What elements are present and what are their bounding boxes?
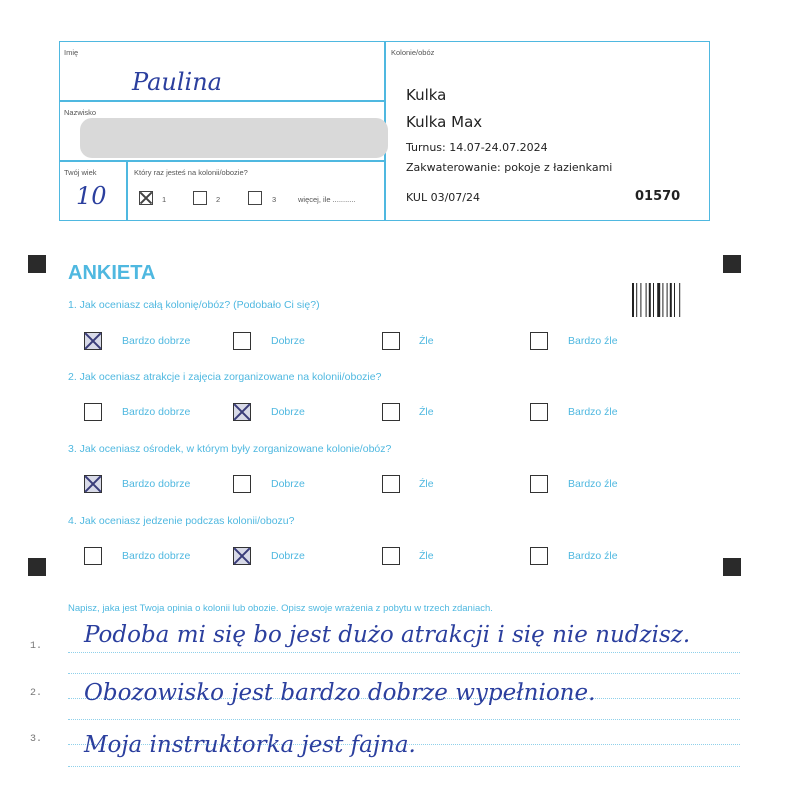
writing-line xyxy=(68,766,740,767)
registration-marker xyxy=(28,558,46,576)
question-1: 1. Jak oceniasz całą kolonię/obóz? (Podobało Ci się?) xyxy=(68,299,320,311)
form-number: 01570 xyxy=(635,189,681,204)
barcode xyxy=(632,283,688,317)
q2-checkbox-bardzo-dobrze[interactable] xyxy=(84,403,102,421)
age-label: Twój wiek xyxy=(64,168,97,177)
option-label: Bardzo dobrze xyxy=(122,335,191,347)
q3-checkbox-bardzo-dobrze[interactable] xyxy=(84,475,102,493)
opinion-sentence-2: Obozowisko jest bardzo dobrze wypełnione. xyxy=(84,680,596,706)
question-3: 3. Jak oceniasz ośrodek, w którym były zorganizowane kolonie/obóz? xyxy=(68,443,392,455)
camp-name: Kulka xyxy=(406,86,447,104)
q4-checkbox-bardzo-zle[interactable] xyxy=(530,547,548,565)
times-option-more: więcej, ile ........... xyxy=(298,195,356,204)
times-checkbox-2[interactable] xyxy=(193,191,207,205)
option-label: Bardzo źle xyxy=(568,335,618,347)
option-label: Źle xyxy=(419,550,434,562)
option-label: Źle xyxy=(419,406,434,418)
turnus: Turnus: 14.07-24.07.2024 xyxy=(406,141,548,154)
redacted-surname xyxy=(80,118,388,158)
q4-checkbox-zle[interactable] xyxy=(382,547,400,565)
opinion-sentence-3: Moja instruktorka jest fajna. xyxy=(84,732,416,758)
times-label: Który raz jesteś na kolonii/obozie? xyxy=(134,168,248,177)
q3-checkbox-dobrze[interactable] xyxy=(233,475,251,493)
registration-marker xyxy=(28,255,46,273)
writing-line xyxy=(68,673,740,674)
surname-label: Nazwisko xyxy=(64,108,97,117)
option-label: Dobrze xyxy=(271,406,305,418)
registration-marker xyxy=(723,255,741,273)
zakwaterowanie: Zakwaterowanie: pokoje z łazienkami xyxy=(406,161,613,174)
writing-line xyxy=(68,719,740,720)
times-option-label: 1 xyxy=(162,195,167,204)
q1-checkbox-bardzo-dobrze[interactable] xyxy=(84,332,102,350)
option-label: Bardzo źle xyxy=(568,406,618,418)
header-divider xyxy=(60,160,384,162)
q1-checkbox-zle[interactable] xyxy=(382,332,400,350)
question-4: 4. Jak oceniasz jedzenie podczas kolonii/obozu? xyxy=(68,515,295,527)
survey-title: ANKIETA xyxy=(68,262,156,284)
q4-checkbox-dobrze[interactable] xyxy=(233,547,251,565)
q2-checkbox-zle[interactable] xyxy=(382,403,400,421)
times-checkbox-3[interactable] xyxy=(248,191,262,205)
camp-code: KUL 03/07/24 xyxy=(406,191,480,204)
opinion-sentence-1: Podoba mi się bo jest dużo atrakcji i się nie nudzisz. xyxy=(84,622,691,648)
name-label: Imię xyxy=(64,48,79,57)
option-label: Źle xyxy=(419,478,434,490)
q3-checkbox-bardzo-zle[interactable] xyxy=(530,475,548,493)
option-label: Bardzo źle xyxy=(568,478,618,490)
times-option-label: 3 xyxy=(272,195,277,204)
times-checkbox-1[interactable] xyxy=(139,191,153,205)
name-value: Paulina xyxy=(132,68,222,96)
header-divider xyxy=(126,160,128,220)
option-label: Źle xyxy=(419,335,434,347)
question-2: 2. Jak oceniasz atrakcje i zajęcia zorganizowane na kolonii/obozie? xyxy=(68,371,382,383)
camp-label: Kolonie/obóz xyxy=(391,48,435,57)
line-number: 1. xyxy=(30,641,43,652)
times-option-label: 2 xyxy=(216,195,221,204)
line-number: 3. xyxy=(30,734,43,745)
q1-checkbox-dobrze[interactable] xyxy=(233,332,251,350)
q2-checkbox-bardzo-zle[interactable] xyxy=(530,403,548,421)
opinion-prompt: Napisz, jaka jest Twoja opinia o kolonii lub obozie. Opisz swoje wrażenia z pobytu w trzech zdaniach. xyxy=(68,603,493,614)
registration-marker xyxy=(723,558,741,576)
age-value: 10 xyxy=(76,182,107,210)
q2-checkbox-dobrze[interactable] xyxy=(233,403,251,421)
camp-subname: Kulka Max xyxy=(406,113,483,131)
option-label: Dobrze xyxy=(271,335,305,347)
q4-checkbox-bardzo-dobrze[interactable] xyxy=(84,547,102,565)
line-number: 2. xyxy=(30,688,43,699)
writing-line xyxy=(68,652,740,653)
option-label: Dobrze xyxy=(271,550,305,562)
q3-checkbox-zle[interactable] xyxy=(382,475,400,493)
option-label: Bardzo dobrze xyxy=(122,406,191,418)
option-label: Bardzo źle xyxy=(568,550,618,562)
q1-checkbox-bardzo-zle[interactable] xyxy=(530,332,548,350)
header-box xyxy=(59,41,710,221)
option-label: Bardzo dobrze xyxy=(122,550,191,562)
header-divider xyxy=(60,100,384,102)
option-label: Dobrze xyxy=(271,478,305,490)
option-label: Bardzo dobrze xyxy=(122,478,191,490)
